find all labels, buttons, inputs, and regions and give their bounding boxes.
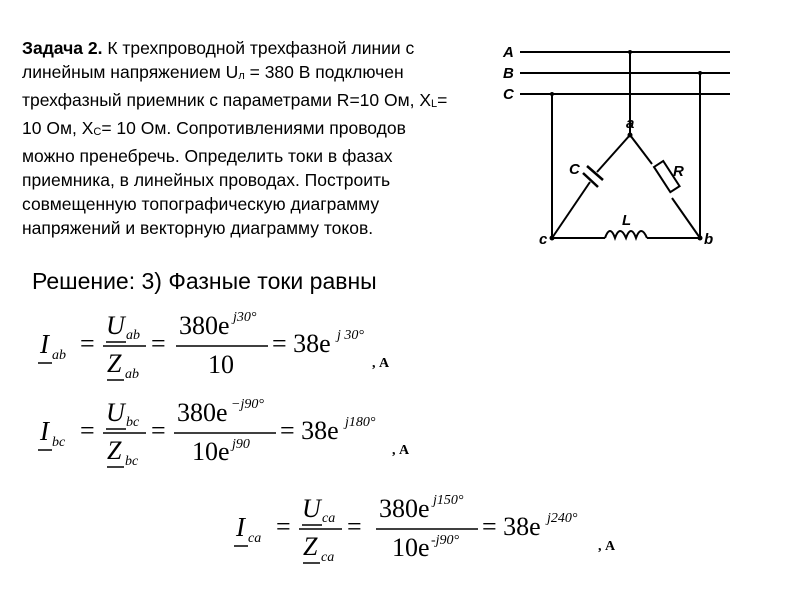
equation-ab [36, 305, 416, 385]
line-c-label: C [503, 86, 514, 103]
ul-subscript: л [238, 70, 245, 82]
eq2-current: I [40, 416, 49, 446]
eq3-voltage-sub: ca [322, 511, 336, 526]
eq2-denominator-exp: j90 [232, 437, 250, 452]
eq1-eq-sign-2: = [151, 329, 166, 358]
eq3-result-exp: j240° [547, 511, 578, 526]
problem-text-4: = 10 Ом. Сопротивлениями проводов можно пренебречь. Определить токи в фазах приемника, в линейных проводах. Построить совмещенную топографическую диаграмму напряжений и векторную диаграмму токов. [22, 118, 406, 238]
capacitor-label: C [569, 161, 580, 178]
node-c-label: c [539, 231, 548, 248]
eq1-current: I [40, 329, 49, 359]
eq3-denominator: 10e [392, 533, 430, 562]
resistor-label: R [673, 163, 684, 180]
eq2-denominator: 10e [192, 437, 230, 466]
problem-statement [22, 36, 462, 240]
node-b-label: b [704, 231, 714, 248]
eq3-voltage: U [302, 494, 321, 523]
node-a-label: a [626, 115, 635, 132]
eq3-eq-sign-2: = [347, 512, 362, 541]
eq1-numerator: 380e [179, 311, 230, 340]
eq3-eq-sign-1: = [276, 512, 291, 541]
eq2-numerator-exp: −j90° [231, 397, 264, 412]
eq2-impedance: Z [107, 436, 122, 465]
eq1-current-sub: ab [52, 348, 66, 363]
problem-text-3: = 10 Ом, X [22, 90, 448, 138]
tap-b-dot [698, 71, 702, 75]
equation-ca [232, 488, 642, 573]
eq2-impedance-sub: bc [125, 454, 139, 469]
eq2-result: = 38e [280, 416, 339, 445]
eq1-impedance-sub: ab [125, 367, 139, 382]
eq3-current-sub: ca [248, 531, 262, 546]
wire-a-cap [597, 135, 630, 172]
eq1-voltage: U [106, 311, 125, 340]
eq3-numerator: 380e [379, 494, 430, 523]
tap-c-dot [550, 92, 554, 96]
inductor-label: L [622, 212, 632, 229]
wire-cap-c [552, 182, 590, 238]
eq1-denominator: 10 [208, 350, 234, 379]
equation-bc [36, 392, 436, 472]
wire-a-res [630, 135, 652, 164]
eq2-numerator: 380e [177, 398, 228, 427]
problem-text-2: = 380 В подключен трехфазный приемник с параметрами R=10 Ом, X [22, 62, 432, 110]
eq1-voltage-sub: ab [126, 328, 140, 343]
node-c-dot [550, 236, 555, 241]
eq1-eq-sign-1: = [80, 329, 95, 358]
wire-res-b [672, 198, 700, 238]
eq3-impedance: Z [303, 532, 318, 561]
inductor-symbol [605, 231, 647, 238]
eq3-result: = 38e [482, 512, 541, 541]
node-a-dot [628, 133, 633, 138]
xc-subscript: C [93, 126, 102, 138]
eq2-result-exp: j180° [345, 415, 376, 430]
tap-a-dot [628, 50, 632, 54]
eq1-result-exp: j 30° [337, 328, 364, 343]
line-b-label: B [503, 65, 514, 82]
eq2-eq-sign-2: = [151, 416, 166, 445]
xl-subscript: L [431, 98, 438, 110]
eq2-voltage-sub: bc [126, 415, 140, 430]
problem-text-1: К трехпроводной трехфазной линии с линейным напряжением U [22, 38, 415, 82]
eq3-numerator-exp: j150° [433, 493, 464, 508]
eq3-unit: , А [598, 539, 616, 554]
eq1-impedance: Z [107, 349, 122, 378]
eq3-impedance-sub: ca [321, 550, 335, 565]
eq2-current-sub: bc [52, 435, 66, 450]
node-b-dot [698, 236, 703, 241]
eq2-eq-sign-1: = [80, 416, 95, 445]
eq2-voltage: U [106, 398, 125, 427]
eq1-unit: , А [372, 356, 390, 371]
eq1-numerator-exp: j30° [233, 310, 257, 325]
eq1-result: = 38e [272, 329, 331, 358]
eq2-unit: , А [392, 443, 410, 458]
line-a-label: A [503, 44, 514, 61]
eq3-current: I [236, 512, 245, 542]
eq3-denominator-exp: -j90° [431, 533, 460, 548]
solution-title: Решение: 3) Фазные токи равны [32, 268, 377, 294]
problem-label: Задача 2. [22, 38, 103, 58]
circuit-diagram [495, 30, 735, 255]
